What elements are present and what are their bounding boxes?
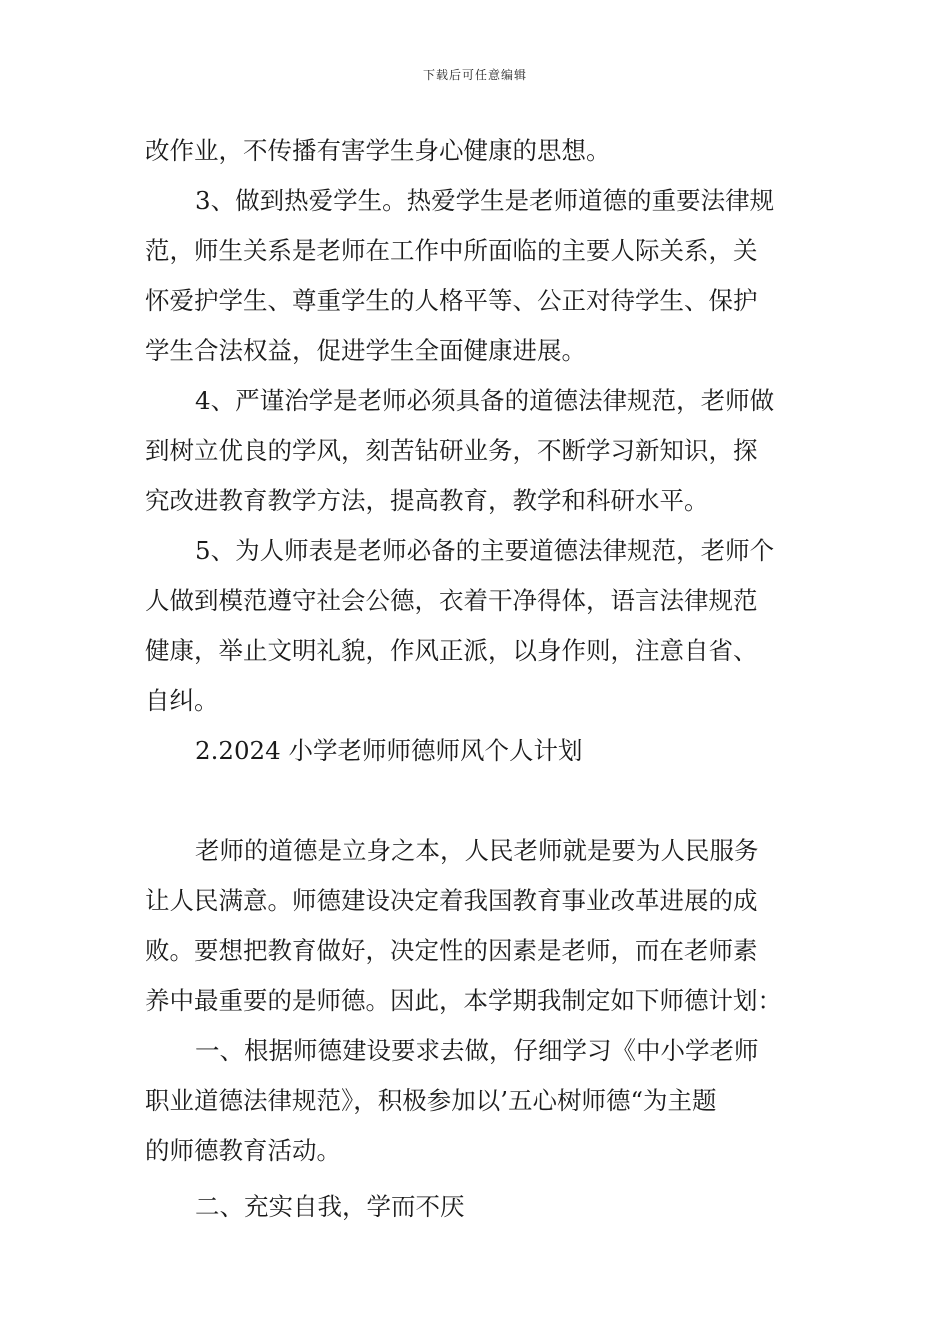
- text-line: 败。要想把教育做好，决定性的因素是老师，而在老师素: [145, 936, 758, 965]
- text-line: 职业道德法律规范》，积极参加以’五心树师德“为主题: [145, 1086, 717, 1115]
- paragraph: [145, 126, 810, 176]
- text-line: 究改进教育教学方法，提高教育，教学和科研水平。: [145, 486, 709, 515]
- text-line: 改作业，不传播有害学生身心健康的思想。: [145, 136, 611, 165]
- text-line: 5、为人师表是老师必备的主要道德法律规范，老师个: [195, 536, 775, 565]
- text-line: 养中最重要的是师德。因此，本学期我制定如下师德计划：: [145, 986, 782, 1015]
- blank-line: [145, 776, 810, 826]
- text-line: 学生合法权益，促进学生全面健康进展。: [145, 336, 586, 365]
- text-line: 老师的道德是立身之本，人民老师就是要为人民服务: [195, 836, 759, 865]
- page-header: 下载后可任意编辑: [422, 68, 527, 82]
- text-line: 的师德教育活动。: [145, 1136, 341, 1165]
- text-line: 4、严谨治学是老师必须具备的道德法律规范，老师做: [195, 386, 775, 415]
- text-line: 让人民满意。师德建设决定着我国教育事业改革进展的成: [145, 886, 758, 915]
- text-line: 一、根据师德建设要求去做，仔细学习《中小学老师: [195, 1036, 759, 1065]
- text-line: 人做到模范遵守社会公德，衣着干净得体，语言法律规范: [145, 586, 758, 615]
- text-line: 二、充实自我，学而不厌: [195, 1192, 465, 1221]
- paragraph: [145, 1182, 810, 1232]
- paragraph: [145, 1026, 810, 1176]
- section-heading: [145, 726, 810, 776]
- document-body: [145, 126, 810, 1232]
- text-line: 到树立优良的学风，刻苦钻研业务，不断学习新知识，探: [145, 436, 758, 465]
- text-line: 自纠。: [145, 686, 219, 715]
- paragraph: [145, 526, 810, 726]
- text-line: 范，师生关系是老师在工作中所面临的主要人际关系，关: [145, 236, 758, 265]
- text-line: 怀爱护学生、尊重学生的人格平等、公正对待学生、保护: [145, 286, 758, 315]
- paragraph: [145, 826, 810, 1026]
- heading-text: 2.2024 小学老师师德师风个人计划: [195, 736, 583, 765]
- paragraph: [145, 176, 810, 376]
- text-line: 健康，举止文明礼貌，作风正派，以身作则，注意自省、: [145, 636, 758, 665]
- paragraph: [145, 376, 810, 526]
- text-line: 3、做到热爱学生。热爱学生是老师道德的重要法律规: [195, 186, 775, 215]
